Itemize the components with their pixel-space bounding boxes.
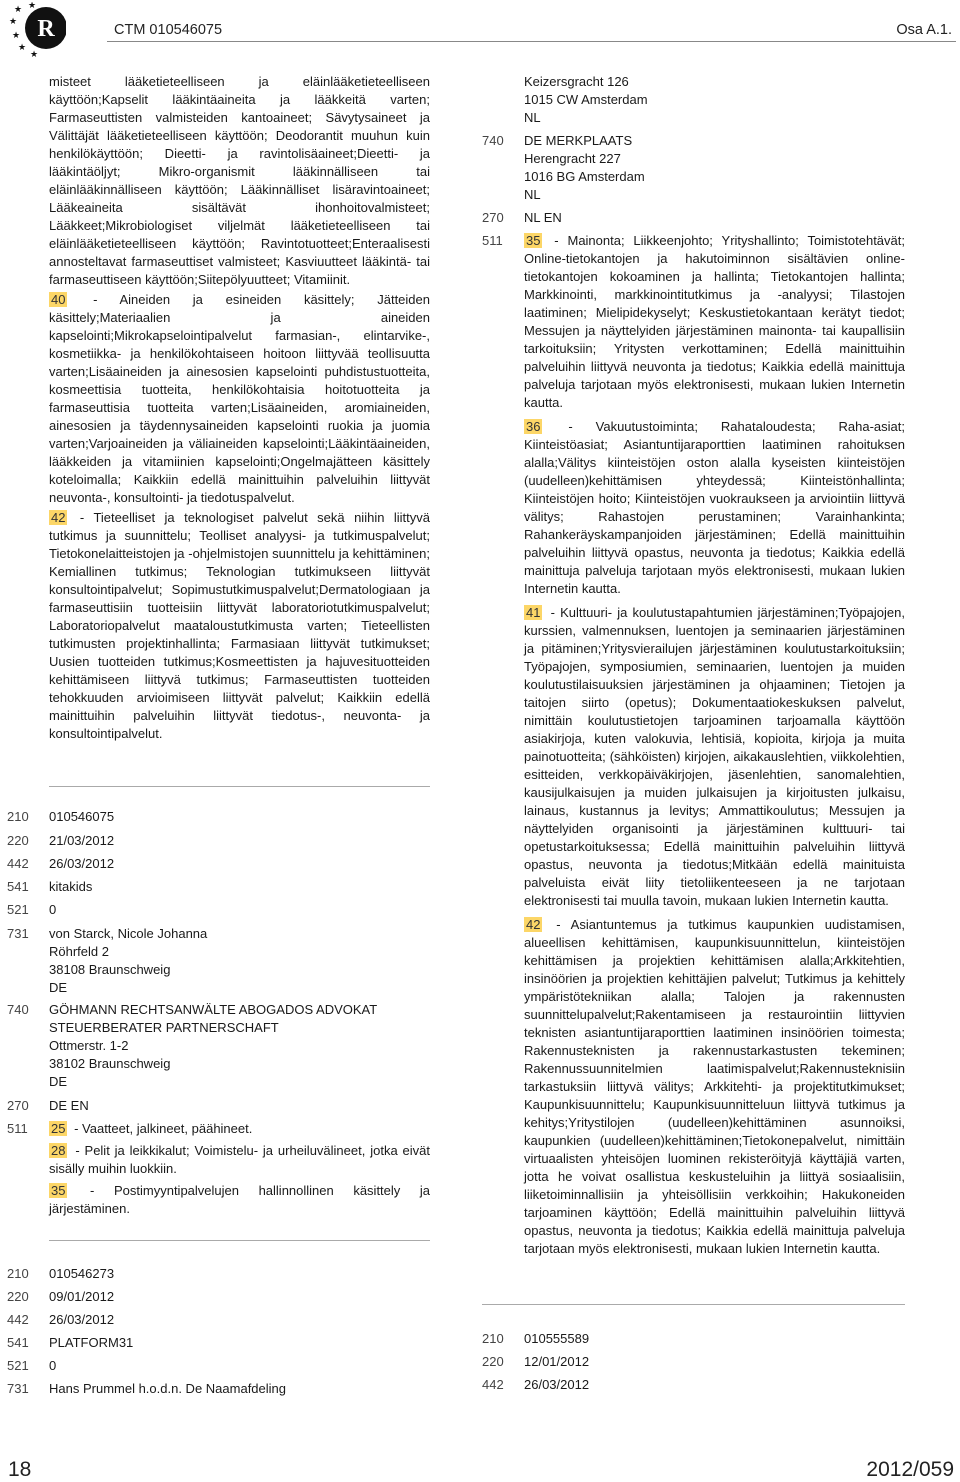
field-code: 220 [482,1354,504,1369]
field-code: 210 [7,1266,29,1281]
address-block [524,73,924,127]
class-number-badge: 28 [51,1143,66,1158]
class-35-text: - Mainonta; Liikkeenjohto; Yrityshallinto; Toimistotehtävät; Online-tietokantojen ja hakutoiminnon sisältävien online-tietokantojen kokoaminen ja hallinta; Tietokantojen hallinta; Markkinointi, markkinointitutkimus ja -analyysi; Tilastojen laatiminen; Mielipidekyselyt; Keskustietokantaan kerätyt tiedot; Messujen ja näyttelyiden järjestäminen mainonta- tai kaupallisiin tarkoituksiin; Yritysten verkottaminen; Edellä mainittuihin palveluihin liittyvä neuvonta ja tiedotus; Kaikkia edellä mainittuja palveluja tarjotaan myös elektronisesti, mukaan lukien Internetin kautta. [524,233,905,410]
svg-text:★: ★ [30,50,39,58]
goods-continuation: misteet lääketieteelliseen ja eläinlääketieteelliseen käyttöön;Kapselit lääkintäaineita ja lääkkeitä varten; Farmaseuttisten valmisteiden kantoaineet; Sävytysaineet ja Välittäjät lääketieteelliseen käyttöön; Deodorantit muuhun kuin henkilökäyttöön; Dieetti- ja ravintolisäaineet;Dieetti- ja lääkintäöljyt; Mikro-organismit lääkinnälliseen tai eläinlääkinnälliseen käyttöön; Lääkinnälliset lisäravintoaineet; Lääkeaineita sisältävät ihonhoitovalmisteet; Lääkkeet;Mikrobiologiset viljelmät lääketieteelliseen tai eläinlääketieteelliseen käyttöön; Ravintotuotteet;Enteraalisesti annosteltavat farmaseuttiset valmisteet; Kasviuutteet lääkintä- tai farmaseuttiseen käyttöön;Siitepölyuutteet; Vitamiinit. [49,74,430,287]
field-value: NL EN [524,210,562,225]
representative-country: DE [49,1074,68,1089]
class-number-badge: 42 [526,917,541,932]
field-code: 740 [482,133,504,148]
class-42-paragraph [524,916,905,1258]
header-rule [107,41,956,42]
class-28-text: - Pelit ja leikkikalut; Voimistelu- ja urheiluvälineet, jotka eivät sisälly muihin luokkiin. [49,1143,430,1176]
class-number-badge: 42 [51,510,66,525]
page-title: CTM 010546075 [114,22,223,38]
representative-street: Ottmerstr. 1-2 [49,1038,129,1053]
field-value: 010546273 [49,1266,115,1281]
svg-text:★: ★ [28,2,37,11]
class-35-text: - Postimyyntipalvelujen hallinnollinen käsittely ja järjestäminen. [49,1183,430,1216]
field-code: 731 [7,1381,29,1396]
field-code: 220 [7,1289,29,1304]
class-35-paragraph [524,232,905,412]
class-number-badge: 36 [526,419,541,434]
field-value: kitakids [49,879,93,894]
class-40-paragraph [49,291,430,507]
owner-country: DE [49,980,68,995]
field-code: 442 [482,1377,504,1392]
class-42-text: - Asiantuntemus ja tutkimus kaupunkien uudistamisen, alueellisen kehittämisen, kaupunkisuunnittelun, kiinteistöjen kehittämisen ja projektien kehittämisen alalla;Arkkitehtien, insinöörien ja projektien kehittäjien palvelut; Tutkimus ja kehittely ympäristötekniikan alalla; Talojen ja rakennusten suunnittelupalvelut;Rakentamiseen ja restaurointiin liittyvien teknisten asiantuntijaraporttien laatiminen insinöörien toimesta; Rakennusteknisten ja rakennustarkastusten tekeminen; Rakennussuunnitelmien laatimispalvelut;Rakennusteknisiin tarkastuksiin liittyvä välitys; Arkkitehti- ja projektitutkimukset; Kaupunkisuunnittelu; Kaupunkisuunnitteluun liittyvä tutkimus ja kehitys;Yritystilojen (uudelleen)kehittäminen asunnoiksi, kaupunkien (uudelleen)kehittäminen;Tietokonepalvelut, nimittäin virtuaalisten yhteisöjen luominen rekisteröityjä käyttäjiä varten, jotta he voivat osallistua keskusteluihin ja liittyä sosiaalisiin, liiketoiminnallisiin ja yhteisöllisiin verkkoihin; Hakukoneiden tarjoaminen käyttöön; Edellä mainittuihin palveluihin liittyvä opastus, neuvonta ja tiedotus; Kaikkia edellä mainittuja palveluja tarjotaan myös elektronisesti, mukaan lukien Internetin kautta. [524,917,905,1256]
class-number-badge: 35 [526,233,541,248]
classes-block [49,1120,430,1218]
field-code: 270 [7,1098,29,1113]
entry-separator [482,1304,905,1305]
representative-block [524,132,924,204]
class-number-badge: 40 [51,292,66,307]
field-code: 521 [7,902,29,917]
class-42-paragraph [49,509,430,743]
representative-name-cont: STEUERBERATER PARTNERSCHAFT [49,1020,279,1035]
class-28-paragraph [49,1142,430,1178]
classes-block [524,232,905,1258]
field-value: 26/03/2012 [49,856,115,871]
svg-text:★: ★ [9,17,18,27]
svg-text:★: ★ [18,43,27,53]
field-value: 09/01/2012 [49,1289,115,1304]
address-city: 1015 CW Amsterdam [524,92,648,107]
representative-name: DE MERKPLAATS [524,133,633,148]
representative-country: NL [524,187,541,202]
class-36-text: - Vakuutustoiminta; Rahataloudesta; Raha-asiat; Kiinteistöasiat; Asiantuntijaraporttien laatiminen rahoituksen alalla;Välitys kiinteistöjen oston alalla kyseisten kiinteistöjen (uudelleen)kehittämisen yhteydessä; Kiinteistönhallinta; Kiinteistöjen hoito; Kiinteistöjen vuokraukseen ja arviointiin liittyvä välitys; Rahastojen perustaminen; Varainhankinta; Rahankeräyskampanjoiden järjestäminen; Edellä mainittuihin palveluihin liittyvä opastus, neuvonta ja tiedotus; Kaikkia edellä mainittuja palveluja tarjotaan myös elektronisesti, mukaan lukien Internetin kautta. [524,419,905,596]
class-36-paragraph [524,418,905,598]
field-value: 0 [49,902,57,917]
field-code: 731 [7,926,29,941]
field-code: 442 [7,856,29,871]
field-code: 220 [7,833,29,848]
representative-street: Herengracht 227 [524,151,621,166]
field-value: PLATFORM31 [49,1335,134,1350]
class-25-text: - Vaatteet, jalkineet, päähineet. [70,1121,253,1136]
class-25-paragraph [49,1120,430,1138]
field-code: 541 [7,879,29,894]
svg-text:★: ★ [12,31,21,41]
field-code: 511 [7,1121,28,1136]
field-code: 541 [7,1335,29,1350]
field-value: 26/03/2012 [524,1377,590,1392]
field-value: DE EN [49,1098,89,1113]
representative-city: 38102 Braunschweig [49,1056,171,1071]
representative-name: GÖHMANN RECHTSANWÄLTE ABOGADOS ADVOKAT [49,1002,378,1017]
field-value: 0 [49,1358,57,1373]
field-value: 010555589 [524,1331,590,1346]
address-country: NL [524,110,541,125]
euipo-logo [6,2,66,58]
field-code: 210 [7,809,29,824]
class-41-text: - Kulttuuri- ja koulutustapahtumien järjestäminen;Työpajojen, kurssien, valmennuksen, luentojen ja seminaarien järjestäminen ja pitäminen;Yritysvierailujen järjestäminen koulutustarkoituksiin; Työpajojen, symposiumien, seminaarien, luentojen ja muiden koulutustilaisuuksien järjestäminen ja ohjaaminen; Tietojen ja taitojen siirto (opetus); Dokumentaatiokeskuksen palvelut, nimittäin koulutustietojen tarjoaminen tarjoamalla käyttöön asiakirjoja, kuten valokuvia, lehtisiä, kopioita, kirjoja ja muita painotuotteita; (sähköisten) kirjojen, aikakauslehtien, viikkolehtien, esitteiden, verkkopäiväkirjojen, jäsenlehtien, sanomalehtien, kausijulkaisujen ja muiden julkaisujen ja kirjoitusten julkaisu, lainaus, kustannus ja levitys; Ammattikoulutus; Messujen ja näyttelyiden organisointi ja järjestäminen kulttuuri- tai opetustarkoituksessa; Edellä mainittuihin palveluihin liittyvä opastus, neuvonta ja tiedotus;Mitkään edellä mainituista palveluista eivät liity tietoliikenteeseen ja ne tarjotaan elektronisesti tai muulla tavoin, mukaan lukien Internetin kautta. [524,605,905,908]
owner-name: von Starck, Nicole Johanna [49,926,208,941]
field-value: 21/03/2012 [49,833,115,848]
left-goods-text [49,73,430,743]
field-value: Hans Prummel h.o.d.n. De Naamafdeling [49,1381,287,1396]
representative-block [49,1001,449,1091]
class-40-text: - Aineiden ja esineiden käsittely; Jätteiden käsittely;Materiaalien ja aineiden kapselointi;Mikrokapselointipalvelut farmasian-, elintarvike-, kosmetiikka- ja henkilökohtaiseen hoitoon liittyvää teollisuutta varten;Lisäaineiden ja ainesosien kapselointi puhdistustuotteita, kosmeettisia tuotteita, henkilökohtaisia hoitotuotteita ja farmaseuttisia tuotteita varten;Lisäaineiden, aromiaineiden, ainesosien ja täydennysaineiden kapselointi ruokia ja juomia varten;Varjoaineiden ja väliaineiden kapselointi;Lääkintäaineiden, lääkkeiden ja vitamiinien kapselointi;Ongelmajätteen käsittely koteloimalla; Kaikkiin edellä mainittuihin palveluihin liittyvät neuvonta-, konsultointi- ja tiedotuspalvelut. [49,292,430,505]
field-value: 12/01/2012 [524,1354,590,1369]
address-street: Keizersgracht 126 [524,74,629,89]
entry-separator [49,1240,430,1241]
field-code: 740 [7,1002,29,1017]
entry-separator [49,786,430,787]
field-code: 521 [7,1358,29,1373]
issue-number: 2012/059 [866,1458,954,1481]
class-35-paragraph [49,1182,430,1218]
class-41-paragraph [524,604,905,910]
field-value: 010546075 [49,809,115,824]
field-value: 26/03/2012 [49,1312,115,1327]
owner-street: Röhrfeld 2 [49,944,109,959]
field-code: 511 [482,233,503,248]
svg-text:★: ★ [14,5,23,15]
field-code: 210 [482,1331,504,1346]
field-code: 270 [482,210,504,225]
page-number: 18 [8,1458,32,1481]
representative-city: 1016 BG Amsterdam [524,169,645,184]
class-42-text: - Tieteelliset ja teknologiset palvelut sekä niihin liittyvä tutkimus ja suunnittelu; Teolliset analyysi- ja tutkimuspalvelut; Tietokonelaitteistojen ja -ohjelmistojen suunnittelu ja kehittäminen; Kemiallinen tutkimus; Teknologian tutkimukseen liittyvät konsultointipalvelut; Sopimustutkimuspalvelut;Dermatologiaan ja farmaseuttisiin tuotteisiin liittyvät laboratoriotutkimuspalvelut; Laboratoriopalvelut maataloustutkimusta varten; Tieteellisten tutkimusten projektinhallinta; Farmasiaan liittyvät tutkimukset; Uusien tuotteiden tutkimus;Kosmeettisten ja hajuvesituotteiden kehittämiseen liittyvä tutkimus; Farmaseuttisten tuotteiden tehokkuuden arvioimiseen liittyvät palvelut; Kaikkiin edellä mainittuihin palveluihin liittyvät tiedotus-, neuvonta- ja konsultointipalvelut. [49,510,430,741]
field-code: 442 [7,1312,29,1327]
class-number-badge: 25 [51,1121,66,1136]
svg-text:R: R [37,16,55,42]
class-number-badge: 35 [51,1183,66,1198]
class-number-badge: 41 [526,605,541,620]
owner-block [49,925,449,997]
owner-city: 38108 Braunschweig [49,962,171,977]
section-label: Osa A.1. [896,22,952,38]
